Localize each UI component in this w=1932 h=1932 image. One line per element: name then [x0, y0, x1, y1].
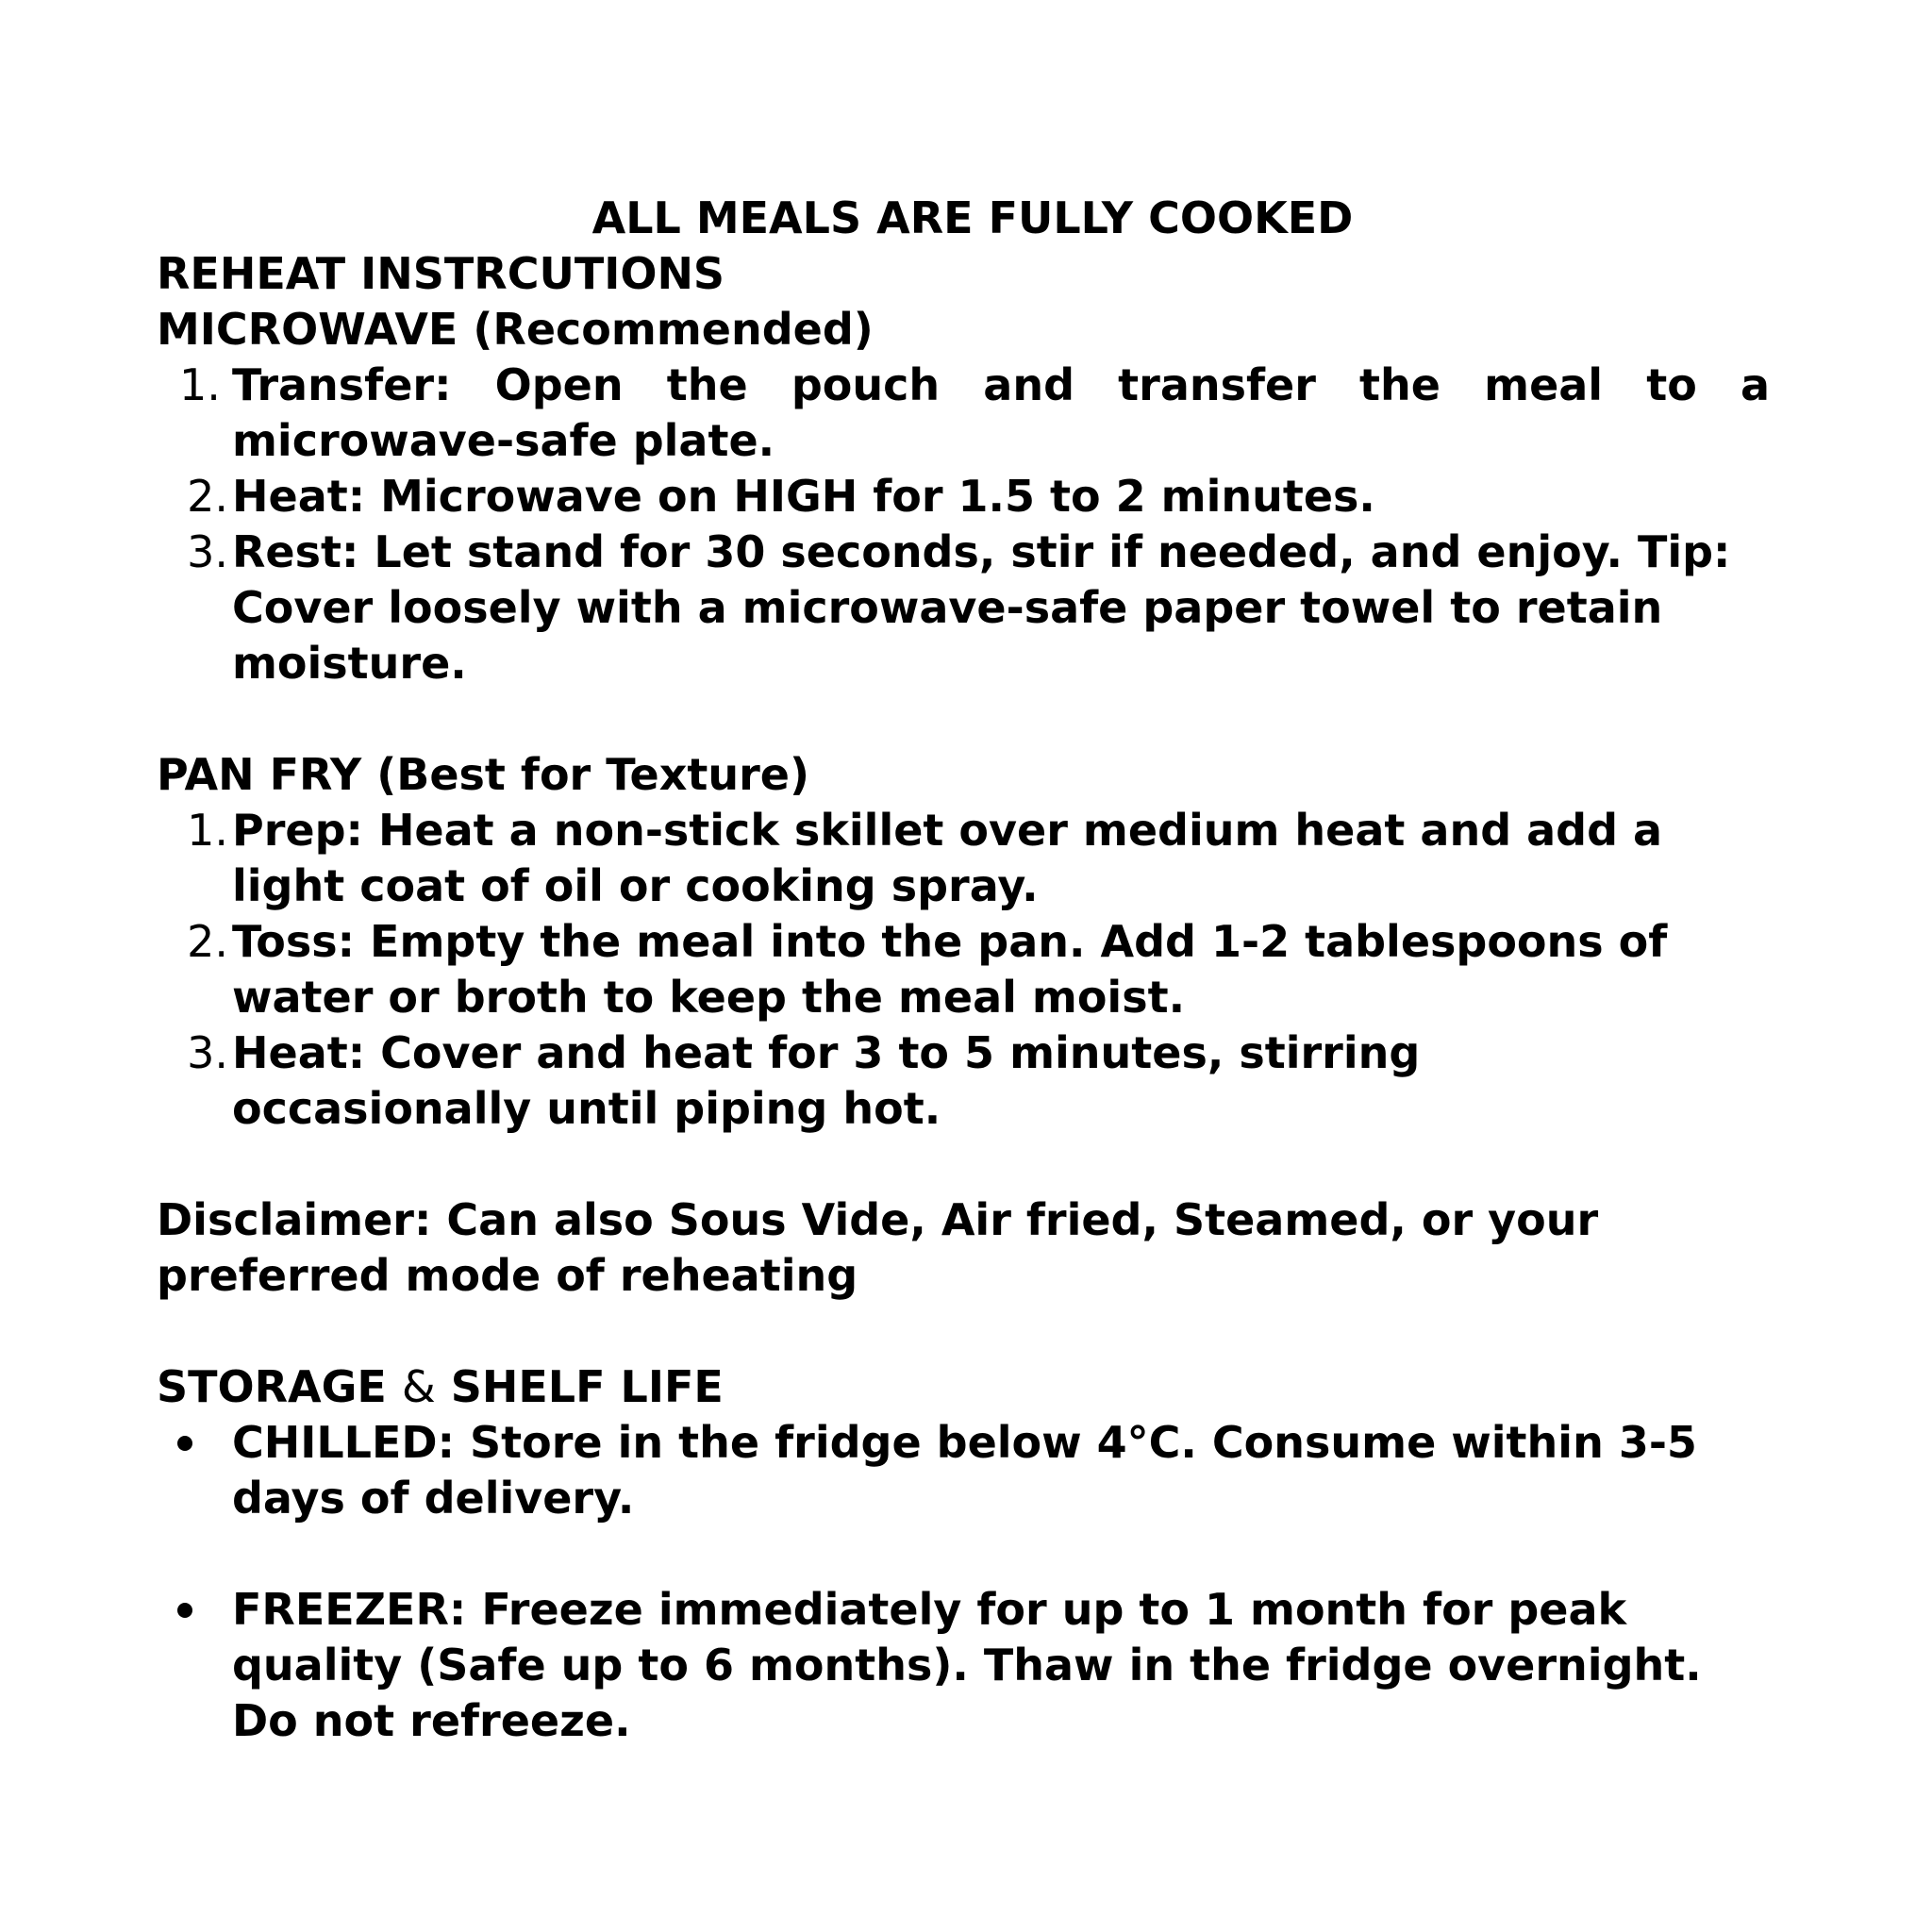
- spacer: [157, 691, 1770, 747]
- step-number: 1.: [179, 359, 221, 410]
- microwave-step-2: [157, 469, 1770, 525]
- step-label: Prep:: [232, 805, 363, 856]
- pan-fry-heading: [157, 747, 1770, 803]
- storage-item-text: Freeze immediately for up to 1 month for peak quality (Safe up to 6 months). Thaw in the fridge overnight. Do not refreeze.: [232, 1584, 1702, 1746]
- pan-fry-heading-note: (Best for Texture): [376, 749, 810, 800]
- disclaimer-label: Disclaimer:: [157, 1194, 432, 1245]
- step-text: Let stand for 30 seconds, stir if needed, and enjoy. Tip: Cover loosely with a microwave-safe paper towel to retain moisture.: [232, 526, 1731, 689]
- step-text: Open the pouch and transfer the meal to a microwave-safe plate.: [232, 359, 1770, 466]
- pan-fry-step-1: [157, 803, 1741, 914]
- pan-fry-step-3: [157, 1025, 1704, 1137]
- microwave-heading-label: MICROWAVE: [157, 304, 458, 355]
- spacer: [157, 1526, 1770, 1582]
- microwave-heading: [157, 302, 1770, 358]
- storage-heading-a: STORAGE: [157, 1361, 387, 1412]
- spacer: [157, 1304, 1770, 1359]
- storage-item-label: FREEZER:: [232, 1584, 467, 1635]
- storage-heading-b: SHELF LIFE: [450, 1361, 724, 1412]
- page-title: ALL MEALS ARE FULLY COOKED: [591, 192, 1354, 243]
- pan-fry-heading-label: PAN FRY: [157, 749, 362, 800]
- microwave-step-3: [157, 525, 1741, 691]
- step-label: Rest:: [232, 526, 359, 577]
- step-number: 3.: [187, 1027, 228, 1078]
- step-text: Cover and heat for 3 to 5 minutes, stirring occasionally until piping hot.: [232, 1027, 1421, 1134]
- step-number: 3.: [187, 526, 228, 577]
- spacer: [157, 1137, 1770, 1192]
- microwave-heading-note: (Recommended): [473, 304, 874, 355]
- step-number: 1.: [187, 805, 228, 856]
- storage-item-chilled: [157, 1415, 1704, 1526]
- step-number: 2.: [187, 471, 228, 522]
- pan-fry-step-2: [157, 914, 1770, 1025]
- bullet-icon: [177, 1603, 192, 1618]
- step-label: Heat:: [232, 471, 366, 522]
- step-label: Heat:: [232, 1027, 366, 1078]
- step-number: 2.: [187, 916, 228, 967]
- storage-item-text: Store in the fridge below 4°C. Consume within 3-5 days of delivery.: [232, 1417, 1697, 1524]
- reheat-heading: REHEAT INSTRCUTIONS: [157, 248, 725, 299]
- storage-heading: [157, 1359, 1770, 1415]
- disclaimer-text: Can also Sous Vide, Air fried, Steamed, or your preferred mode of reheating: [157, 1194, 1599, 1301]
- step-text: Heat a non-stick skillet over medium heat and add a light coat of oil or cooking spray.: [232, 805, 1663, 911]
- step-text: Microwave on HIGH for 1.5 to 2 minutes.: [380, 471, 1375, 522]
- disclaimer: [157, 1192, 1628, 1304]
- storage-item-label: CHILLED:: [232, 1417, 455, 1468]
- bullet-icon: [177, 1436, 192, 1451]
- microwave-step-1: [157, 358, 1770, 469]
- storage-heading-amp: &: [401, 1361, 436, 1412]
- storage-item-freezer: [157, 1582, 1741, 1749]
- instructions-document: [157, 191, 1770, 1749]
- step-label: Toss:: [232, 916, 356, 967]
- step-text: Empty the meal into the pan. Add 1-2 tablespoons of water or broth to keep the meal moist.: [232, 916, 1668, 1023]
- step-label: Transfer:: [232, 359, 452, 410]
